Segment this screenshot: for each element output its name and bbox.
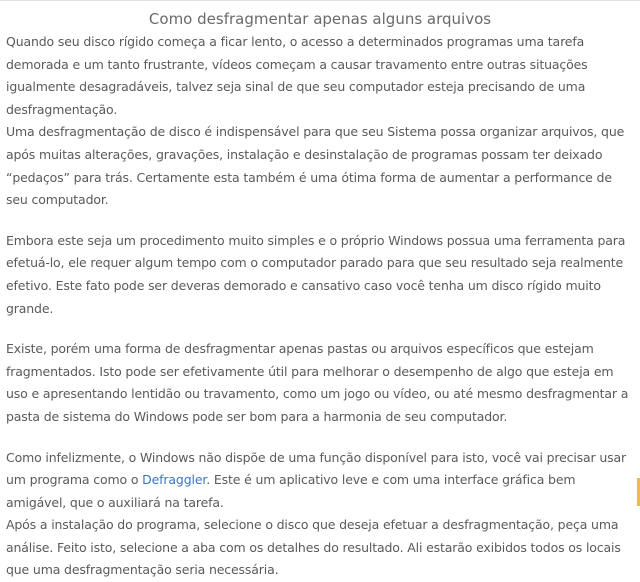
- paragraph-defraggler-text-after: . Este é um aplicativo leve e com uma interface gráfica bem amigável, que o auxiliará na tarefa.: [6, 472, 576, 510]
- article-body: [6, 31, 634, 582]
- paragraph-intro: Quando seu disco rígido começa a ficar lento, o acesso a determinados programas uma tarefa demorada e um tanto frustrante, vídeos começam a causar travamento entre outras situações igualmente desagradáveis, talvez seja sinal de que seu computador esteja precisando de uma desfragmentação.: [6, 34, 588, 117]
- paragraph-instructions: Após a instalação do programa, selecione o disco que deseja efetuar a desfragmentação, peça uma análise. Feito isto, selecione a aba com os detalhes do resultado. Ali estarão exibidos todos os locais que uma desfragmentação seria necessária.: [6, 517, 621, 578]
- paragraph-defraggler-text-before: Como infelizmente, o Windows não dispõe de uma função disponível para isto, você vai precisar usar um programa como o: [6, 449, 627, 488]
- paragraph-windows-tool: Embora este seja um procedimento muito simples e o próprio Windows possua uma ferramenta para efetuá-lo, ele requer algum tempo com o computador parado para que seu resultado seja realmente efetivo. Este fato pode ser deveras demorado e cansativo caso você tenha um disco rígido muito grande.: [6, 232, 626, 316]
- paragraph-defraggler: [6, 447, 634, 515]
- article-title: Como desfragmentar apenas alguns arquivos: [148, 10, 492, 28]
- defraggler-link[interactable]: Defraggler: [142, 472, 207, 488]
- paragraph-defrag-purpose: Uma desfragmentação de disco é indispensável para que seu Sistema possa organizar arquivos, que após muitas alterações, gravações, instalação e desinstalação de programas possam ter deixado “pedaços” para trás. Certamente esta também é uma ótima forma de aumentar a performance de seu computador.: [6, 124, 625, 208]
- paragraph-specific-files: Existe, porém uma forma de desfragmentar apenas pastas ou arquivos específicos que estejam fragmentados. Isto pode ser efetivamente útil para melhorar o desempenho de algo que esteja em uso e apresentando lentidão ou travamento, como um jogo ou vídeo, ou até mesmo desfragmentar a pasta de sistema do Windows pode ser bom para a harmonia de seu computador.: [6, 341, 629, 424]
